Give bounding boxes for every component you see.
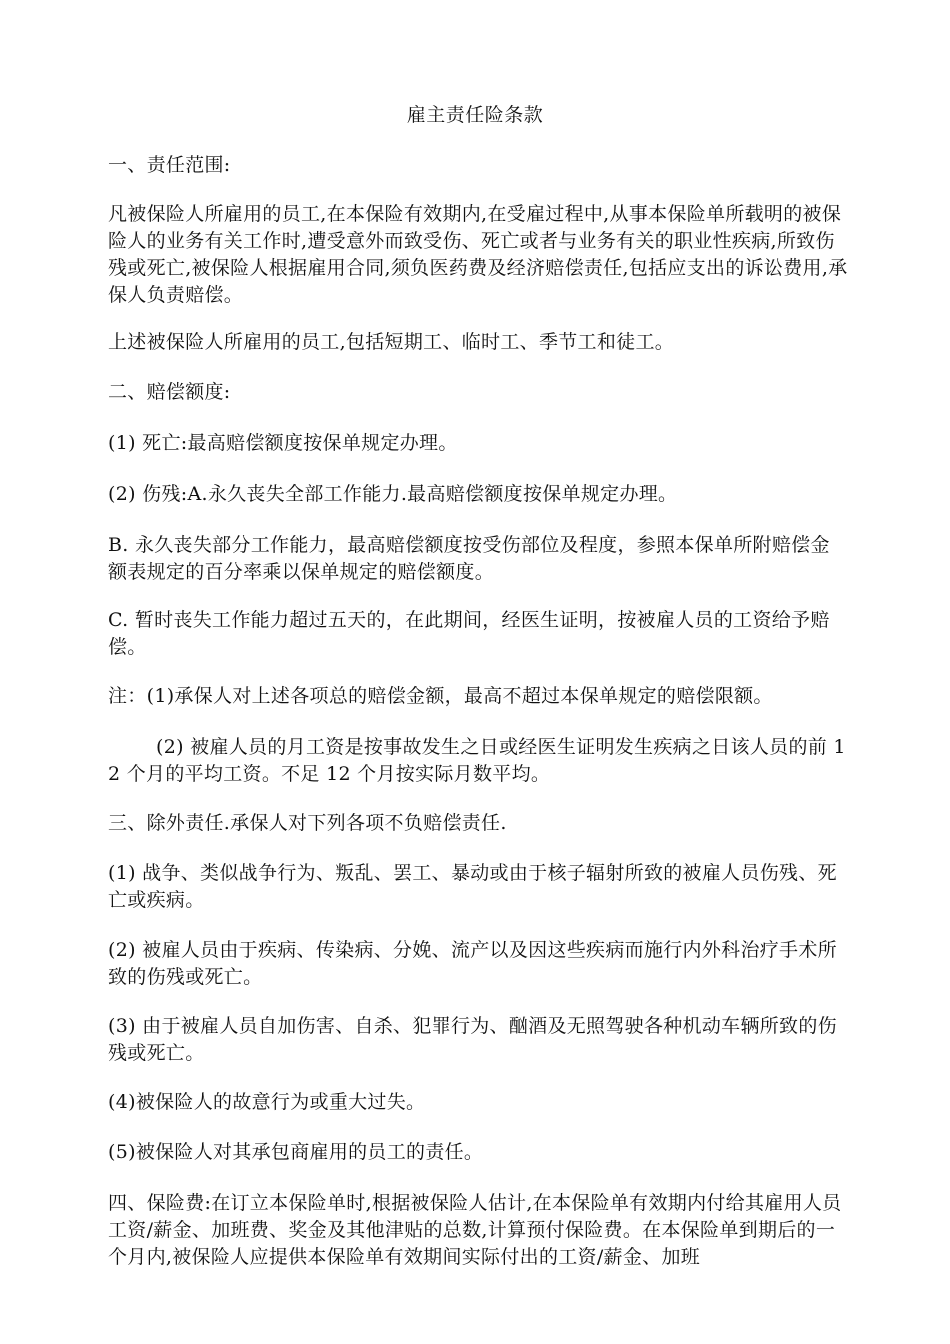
paragraph-exclusion-4: (4)被保险人的故意行为或重大过失。 (108, 1091, 426, 1113)
document-title: 雇主责任险条款 (406, 104, 544, 126)
paragraph-disability-b: B. 永久丧失部分工作能力，最高赔偿额度按受伤部位及程度，参照本保单所附赔偿金额表规定的百分率乘以保单规定的赔偿额度。 (108, 534, 830, 583)
paragraph-disability-c: C. 暂时丧失工作能力超过五天的，在此期间，经医生证明，按被雇人员的工资给予赔偿。 (108, 609, 830, 658)
paragraph-exclusion-1: (1) 战争、类似战争行为、叛乱、罢工、暴动或由于核子辐射所致的被雇人员伤残、死亡或疾病。 (108, 862, 837, 911)
paragraph-premium: 四、保险费:在订立本保险单时,根据被保险人估计,在本保险单有效期内付给其雇用人员工资/薪金、加班费、奖金及其他津贴的总数,计算预付保险费。在本保险单到期后的一个月内,被保险人应提供本保险单有效期间实际付出的工资/薪金、加班 (108, 1192, 842, 1268)
paragraph-exclusion-3: (3) 由于被雇人员自加伤害、自杀、犯罪行为、酗酒及无照驾驶各种机动车辆所致的伤残或死亡。 (108, 1015, 837, 1064)
paragraph-exclusion-2: (2) 被雇人员由于疾病、传染病、分娩、流产以及因这些疾病而施行内外科治疗手术所致的伤残或死亡。 (108, 939, 837, 988)
paragraph-liability-scope: 凡被保险人所雇用的员工,在本保险有效期内,在受雇过程中,从事本保险单所载明的被保险人的业务有关工作时,遭受意外而致受伤、死亡或者与业务有关的职业性疾病,所致伤残或死亡,被保险人根据雇用合同,须负医药费及经济赔偿责任,包括应支出的诉讼费用,承保人负责赔偿。 (108, 203, 848, 306)
paragraph-note-1: 注：(1)承保人对上述各项总的赔偿金额，最高不超过本保单规定的赔偿限额。 (108, 685, 773, 707)
paragraph-employee-types: 上述被保险人所雇用的员工,包括短期工、临时工、季节工和徒工。 (108, 331, 675, 353)
paragraph-exclusion-5: (5)被保险人对其承包商雇用的员工的责任。 (108, 1141, 484, 1163)
section-heading-compensation: 二、赔偿额度: (108, 381, 231, 403)
section-heading-liability-scope: 一、责任范围: (108, 154, 231, 176)
paragraph-disability-a: (2) 伤残:A.永久丧失全部工作能力.最高赔偿额度按保单规定办理。 (108, 483, 678, 505)
paragraph-death: (1) 死亡:最高赔偿额度按保单规定办理。 (108, 432, 458, 454)
section-heading-exclusions: 三、除外责任.承保人对下列各项不负赔偿责任. (108, 812, 507, 834)
paragraph-note-2: (2) 被雇人员的月工资是按事故发生之日或经医生证明发生疾病之日该人员的前 12 个月的平均工资。不足 12 个月按实际月数平均。 (108, 736, 846, 785)
